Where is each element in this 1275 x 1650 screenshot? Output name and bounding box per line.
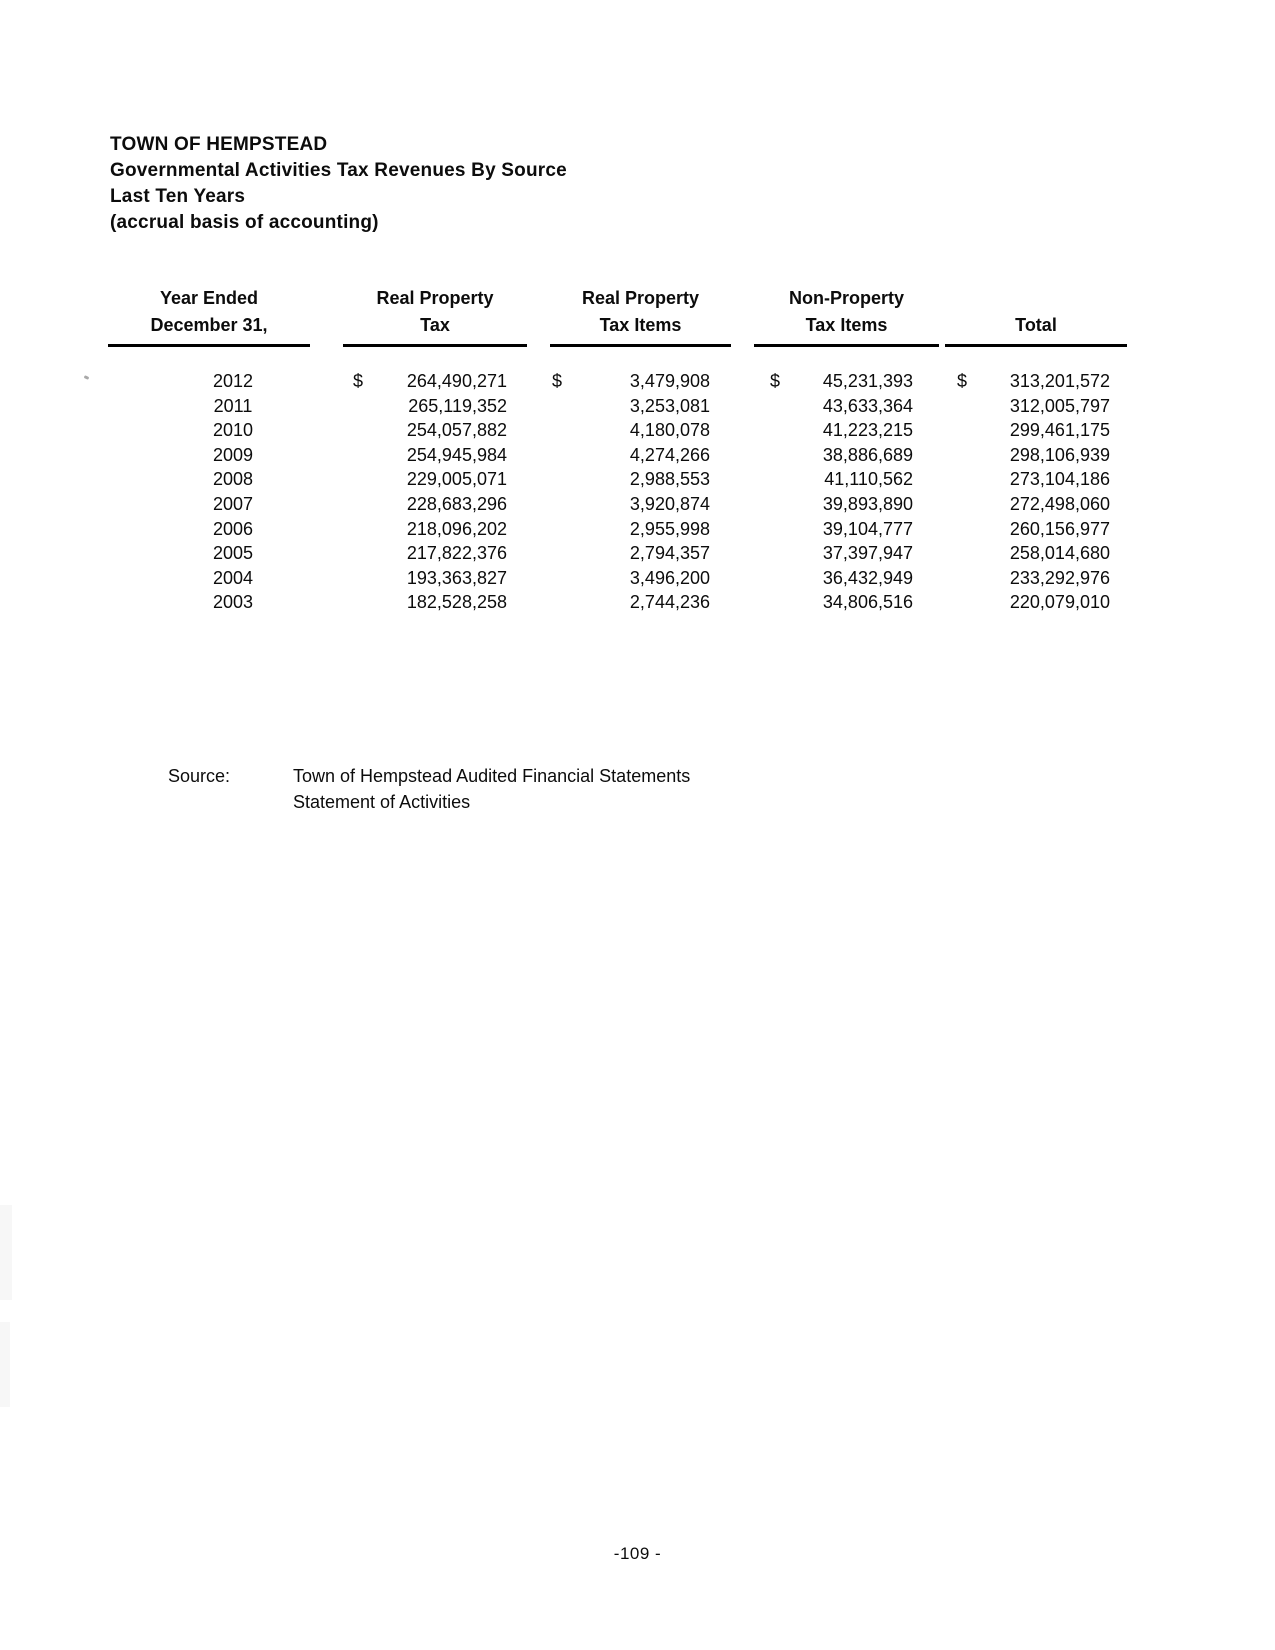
scan-smudge-artifact: [0, 1322, 10, 1407]
dollar-sign: [353, 443, 365, 468]
money-value: 229,005,071: [406, 469, 507, 490]
money-cell: [550, 443, 731, 468]
dollar-sign: [770, 418, 782, 443]
table-body: [108, 369, 1127, 615]
money-cell: [945, 418, 1127, 443]
money-cell: [945, 369, 1127, 394]
source-block: [168, 763, 690, 815]
money-cell: [343, 566, 527, 591]
table-row: [108, 590, 1127, 615]
dollar-sign: [552, 394, 564, 419]
dollar-sign: $: [770, 371, 781, 391]
money-value: 2,794,357: [629, 543, 710, 564]
dollar-sign: [770, 394, 782, 419]
money-cell: [343, 394, 527, 419]
dollar-sign: [770, 467, 782, 492]
money-cell: [754, 492, 939, 517]
dollar-sign: [957, 443, 969, 468]
money-value: 298,106,939: [1009, 444, 1110, 465]
year-cell: 2003: [212, 592, 254, 613]
table-row: [108, 443, 1127, 468]
table-row: [108, 369, 1127, 394]
dollar-sign: $: [353, 371, 364, 391]
year-cell: 2008: [212, 469, 254, 490]
money-cell: [754, 541, 939, 566]
dollar-sign: [353, 517, 365, 542]
money-cell: [343, 369, 527, 394]
money-cell: [945, 590, 1127, 615]
column-header-real-property-tax-items: Real Property Tax Items: [550, 285, 731, 347]
table-header-row: [108, 285, 1127, 347]
document-subtitle: Governmental Activities Tax Revenues By Source: [110, 160, 567, 181]
money-value: 254,945,984: [406, 444, 507, 465]
dollar-sign: [552, 467, 564, 492]
money-value: 38,886,689: [822, 444, 913, 465]
money-cell: [550, 369, 731, 394]
money-value: 3,253,081: [629, 395, 710, 416]
source-label: Source:: [168, 766, 231, 786]
money-value: 313,201,572: [1009, 371, 1110, 391]
dollar-sign: [353, 418, 365, 443]
money-cell: [550, 517, 731, 542]
money-value: 2,744,236: [629, 592, 710, 613]
dollar-sign: [353, 590, 365, 615]
money-cell: [754, 443, 939, 468]
money-value: 36,432,949: [822, 567, 913, 588]
money-cell: [945, 492, 1127, 517]
dollar-sign: [552, 492, 564, 517]
money-value: 312,005,797: [1009, 395, 1110, 416]
money-value: 45,231,393: [822, 371, 913, 391]
dollar-sign: [957, 541, 969, 566]
source-line: Statement of Activities: [293, 792, 471, 812]
money-value: 217,822,376: [406, 543, 507, 564]
dollar-sign: [770, 492, 782, 517]
money-cell: [754, 566, 939, 591]
money-value: 233,292,976: [1009, 567, 1110, 588]
dollar-sign: [353, 566, 365, 591]
money-cell: [550, 394, 731, 419]
money-value: 2,955,998: [629, 518, 710, 539]
money-value: 34,806,516: [822, 592, 913, 613]
money-value: 3,496,200: [629, 567, 710, 588]
year-cell: 2005: [212, 543, 254, 564]
money-cell: [754, 369, 939, 394]
money-cell: [343, 418, 527, 443]
dollar-sign: [957, 517, 969, 542]
document-period: Last Ten Years: [110, 186, 246, 207]
table-row: [108, 467, 1127, 492]
table-row: [108, 394, 1127, 419]
year-cell: 2007: [212, 493, 254, 514]
year-cell: 2004: [212, 567, 254, 588]
dollar-sign: [770, 590, 782, 615]
document-basis-note: (accrual basis of accounting): [110, 212, 379, 233]
money-value: 4,180,078: [629, 420, 710, 441]
source-line: Town of Hempstead Audited Financial Statements: [293, 766, 691, 786]
money-cell: [343, 467, 527, 492]
dollar-sign: [552, 517, 564, 542]
money-value: 272,498,060: [1009, 493, 1110, 514]
year-cell: 2006: [212, 518, 254, 539]
tax-revenue-table: [108, 285, 1127, 615]
money-value: 264,490,271: [406, 371, 507, 391]
money-cell: [754, 590, 939, 615]
table-row: [108, 418, 1127, 443]
dollar-sign: [552, 418, 564, 443]
dollar-sign: [957, 418, 969, 443]
dollar-sign: [353, 492, 365, 517]
table-row: [108, 492, 1127, 517]
money-value: 4,274,266: [629, 444, 710, 465]
dollar-sign: [957, 492, 969, 517]
money-cell: [343, 443, 527, 468]
money-cell: [550, 492, 731, 517]
document-title: TOWN OF HEMPSTEAD: [110, 134, 328, 155]
dollar-sign: [552, 590, 564, 615]
money-value: 3,479,908: [629, 371, 710, 391]
money-value: 218,096,202: [406, 518, 507, 539]
money-value: 182,528,258: [406, 592, 507, 613]
dollar-sign: [552, 443, 564, 468]
money-value: 43,633,364: [822, 395, 913, 416]
money-cell: [754, 517, 939, 542]
year-cell: 2009: [212, 444, 254, 465]
money-cell: [754, 394, 939, 419]
dollar-sign: [957, 590, 969, 615]
dollar-sign: [552, 541, 564, 566]
money-cell: [343, 590, 527, 615]
money-cell: [343, 517, 527, 542]
money-value: 220,079,010: [1009, 592, 1110, 613]
money-value: 258,014,680: [1009, 543, 1110, 564]
money-cell: [945, 566, 1127, 591]
money-value: 265,119,352: [408, 395, 507, 416]
money-value: 260,156,977: [1009, 518, 1110, 539]
page-number: -109 -: [613, 1544, 662, 1563]
money-cell: [343, 492, 527, 517]
dollar-sign: [957, 467, 969, 492]
money-cell: [754, 467, 939, 492]
money-cell: [945, 467, 1127, 492]
table-row: [108, 566, 1127, 591]
table-row: [108, 517, 1127, 542]
dollar-sign: [353, 467, 365, 492]
column-header-year: Year Ended December 31,: [108, 285, 310, 347]
year-cell: 2010: [212, 420, 254, 441]
dollar-sign: [770, 541, 782, 566]
year-cell: 2012: [212, 371, 254, 391]
dollar-sign: $: [957, 371, 968, 391]
money-value: 228,683,296: [406, 493, 507, 514]
money-cell: [945, 394, 1127, 419]
title-block: [110, 132, 567, 236]
dollar-sign: [552, 566, 564, 591]
year-cell: 2011: [213, 395, 253, 416]
money-cell: [945, 443, 1127, 468]
money-value: 254,057,882: [406, 420, 507, 441]
dollar-sign: $: [552, 371, 563, 391]
dollar-sign: [770, 443, 782, 468]
money-cell: [550, 467, 731, 492]
money-cell: [550, 418, 731, 443]
money-value: 299,461,175: [1009, 420, 1110, 441]
money-value: 193,363,827: [406, 567, 507, 588]
dollar-sign: [353, 394, 365, 419]
money-value: 2,988,553: [629, 469, 710, 490]
column-header-real-property-tax: Real Property Tax: [343, 285, 527, 347]
column-header-non-property-tax-items: Non-Property Tax Items: [754, 285, 939, 347]
dollar-sign: [957, 566, 969, 591]
source-lines: [293, 763, 690, 815]
money-cell: [343, 541, 527, 566]
column-header-total: Total: [945, 285, 1127, 347]
dollar-sign: [957, 394, 969, 419]
money-cell: [754, 418, 939, 443]
dollar-sign: [770, 517, 782, 542]
money-value: 37,397,947: [822, 543, 913, 564]
money-cell: [550, 590, 731, 615]
money-value: 41,110,562: [824, 469, 913, 490]
money-cell: [945, 517, 1127, 542]
scan-smudge-artifact: [0, 1205, 12, 1300]
money-value: 41,223,215: [822, 420, 913, 441]
money-value: 3,920,874: [629, 493, 710, 514]
scan-speck-artifact: [84, 375, 90, 380]
table-row: [108, 541, 1127, 566]
money-cell: [550, 566, 731, 591]
money-value: 39,104,777: [822, 518, 913, 539]
dollar-sign: [353, 541, 365, 566]
money-cell: [550, 541, 731, 566]
money-value: 39,893,890: [822, 493, 913, 514]
money-cell: [945, 541, 1127, 566]
dollar-sign: [770, 566, 782, 591]
money-value: 273,104,186: [1009, 469, 1110, 490]
